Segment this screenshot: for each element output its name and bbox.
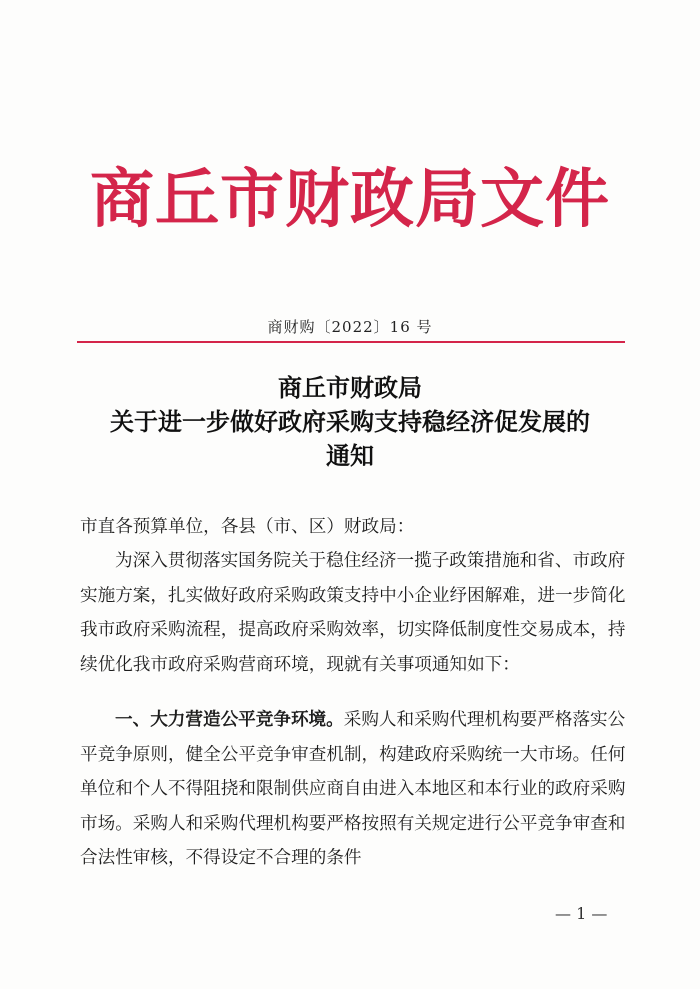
recipient-line: 市直各预算单位，各县（市、区）财政局： xyxy=(80,517,415,537)
notice-title-line-2: 关于进一步做好政府采购支持稳经济促发展的 xyxy=(110,407,590,436)
header-divider xyxy=(77,341,625,343)
section-1-text: 采购人和采购代理机构要严格落实公平竞争原则，健全公平竞争审查机制，构建政府采购统一大市场。任何单位和个人不得阻挠和限制供应商自由进入本地区和本行业的政府采购市场。采购人和采购代理机构要严格按照有关规定进行公平竞争审查和合法性审核，不得设定不合理的条件 xyxy=(80,710,626,868)
section-1-paragraph xyxy=(80,703,640,876)
intro-paragraph: 为深入贯彻落实国务院关于稳住经济一揽子政策措施和省、市政府实施方案，扎实做好政府采购政策支持中小企业纾困解难，进一步简化我市政府采购流程，提高政府采购效率，切实降低制度性交易成本，持续优化我市政府采购营商环境，现就有关事项通知如下： xyxy=(80,551,626,675)
document-header-title: 商丘市财政局文件 xyxy=(90,162,610,237)
section-1-heading: 一、大力营造公平竞争环境。 xyxy=(115,709,344,730)
document-number: 商财购〔2022〕16 号 xyxy=(267,318,433,336)
page-number: — 1 — xyxy=(555,904,608,923)
notice-title-line-1: 商丘市财政局 xyxy=(278,373,422,402)
notice-title-line-3: 通知 xyxy=(326,441,374,470)
